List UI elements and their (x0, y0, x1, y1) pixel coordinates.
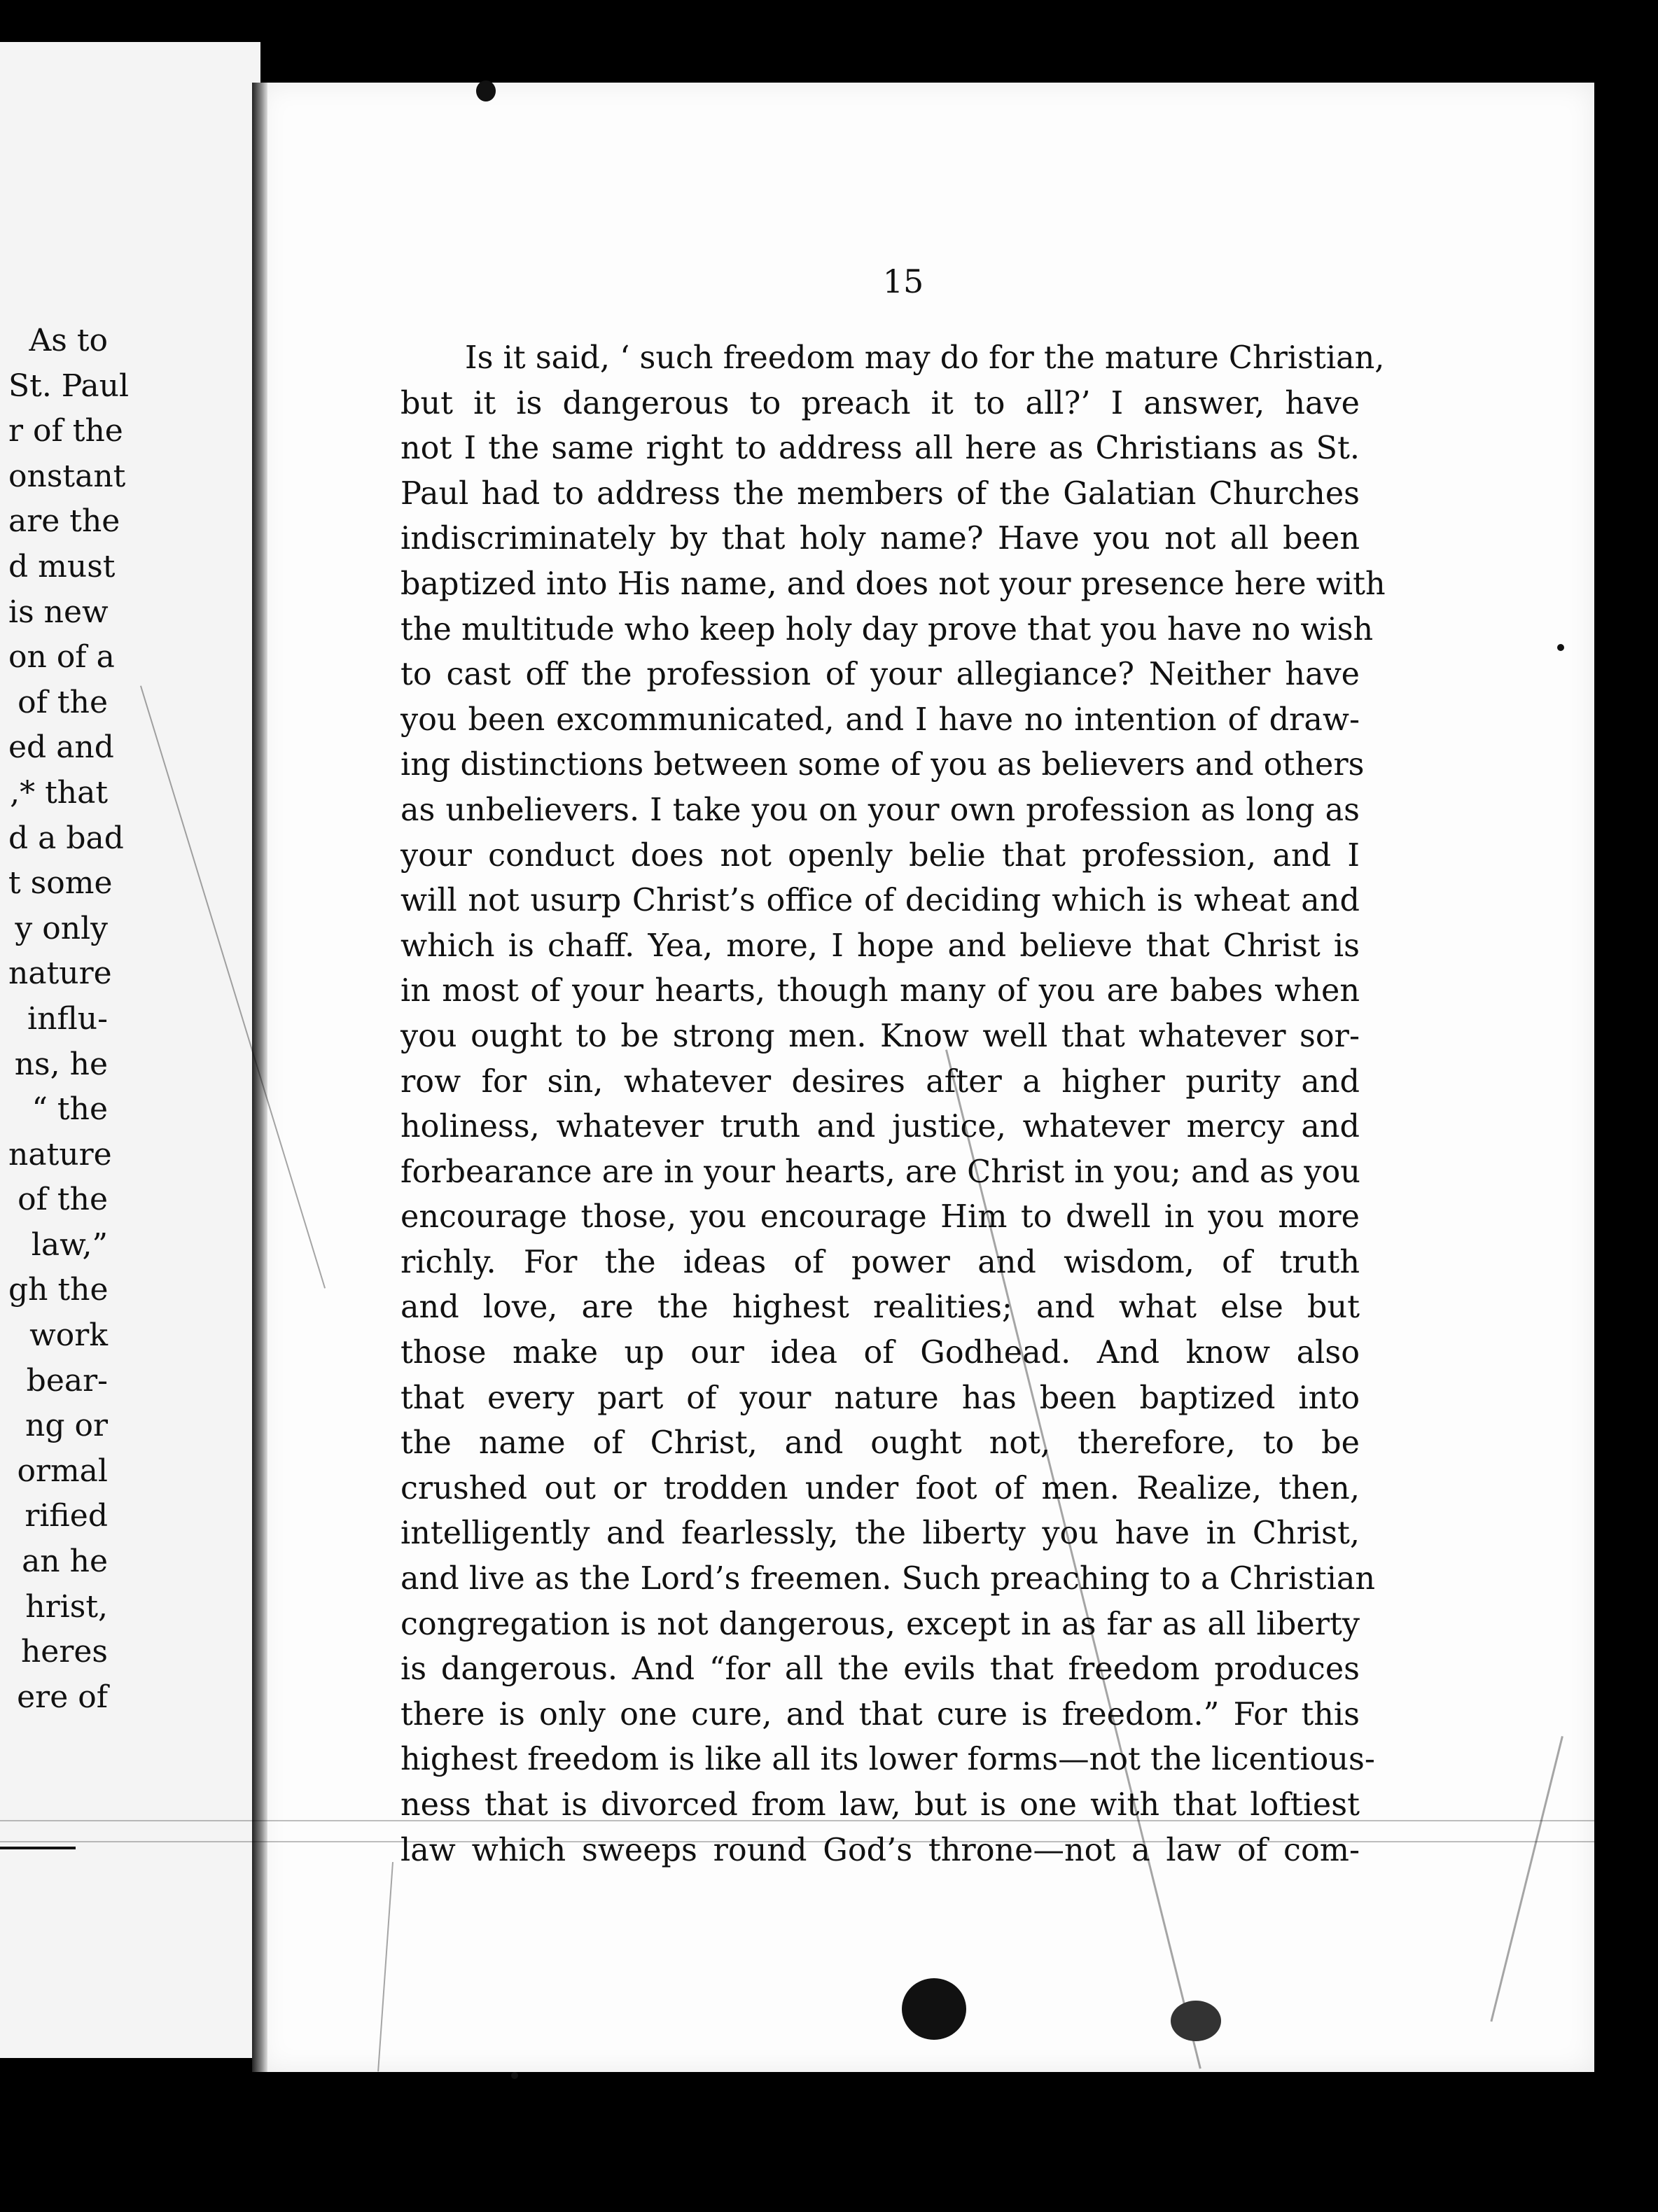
left-text-line: St. Paul (8, 368, 130, 404)
ink-blot (902, 1978, 966, 2040)
text-line: the name of Christ, and ought not, therefore, to be (400, 1425, 1360, 1462)
left-text-line: of the (18, 1182, 108, 1218)
left-text-line: law,” (31, 1226, 108, 1263)
left-text-line: heres (20, 1634, 108, 1670)
text-line: in most of your hearts, though many of you are babes when (400, 973, 1360, 1009)
ink-speck (511, 2072, 518, 2079)
text-line: which is chaff. Yea, more, I hope and believe that Christ is (400, 927, 1360, 964)
ink-blot (476, 80, 496, 102)
text-line: indiscriminately by that holy name? Have you not all been (400, 521, 1360, 557)
text-line: and love, are the highest realities; and what else but (400, 1289, 1360, 1326)
text-line: there is only one cure, and that cure is freedom.” For this (400, 1696, 1360, 1732)
page-number: 15 (882, 262, 924, 300)
text-line: is dangerous. And “for all the evils that freedom produces (400, 1651, 1360, 1688)
text-line: congregation is not dangerous, except in as far as all liberty (400, 1606, 1360, 1642)
left-text-line: work (29, 1317, 108, 1354)
text-line: but it is dangerous to preach it to all?’ I answer, have (400, 385, 1360, 421)
left-text-line: r of the (8, 413, 123, 449)
left-text-line: ,* that (10, 774, 108, 811)
left-text-line: bear- (26, 1362, 108, 1399)
footnote-rule (0, 1847, 76, 1849)
left-text-line: nature (8, 1136, 112, 1172)
left-text-line: y only (15, 910, 108, 946)
text-line: Is it said, ‘ such freedom may do for the mature Christian, (465, 340, 1385, 376)
text-line: as unbelievers. I take you on your own profession as long as (400, 792, 1360, 828)
text-line: not I the same right to address all here as Christians as St. (400, 430, 1360, 467)
left-text-line: ormal (17, 1452, 108, 1489)
left-text-line: hrist, (25, 1588, 108, 1625)
left-text-line: ng or (25, 1408, 108, 1444)
left-text-line: d a bad (8, 820, 124, 856)
left-text-line: are the (8, 503, 120, 540)
text-line: holiness, whatever truth and justice, whatever mercy and (400, 1109, 1360, 1145)
left-text-line: t some (8, 865, 113, 902)
body-text (400, 336, 1386, 1873)
ink-speck (1557, 644, 1564, 651)
left-facing-page (0, 42, 260, 2058)
left-text-line: is new (8, 594, 109, 630)
left-text-line: ns, he (14, 1046, 108, 1082)
left-text-line: ed and (8, 729, 114, 766)
text-line: ing distinctions between some of you as believers and others (400, 747, 1365, 783)
left-text-line: As to (29, 323, 108, 358)
text-line: to cast off the profession of your allegiance? Neither have (400, 657, 1360, 693)
text-line: you ought to be strong men. Know well that whatever sor- (400, 1018, 1360, 1054)
left-text-line: onstant (8, 458, 126, 494)
left-text-line: nature (8, 955, 112, 992)
text-line: law which sweeps round God’s throne—not a law of com- (400, 1832, 1360, 1868)
scan-line (0, 1841, 1658, 1842)
scan-line (0, 1820, 1658, 1821)
text-line: row for sin, whatever desires after a higher purity and (400, 1063, 1360, 1100)
left-text-line: rified (25, 1498, 108, 1534)
left-text-line: on of a (8, 639, 115, 676)
text-line: the multitude who keep holy day prove that you have no wish (400, 611, 1374, 648)
ink-blot (1171, 2001, 1221, 2041)
text-line: ness that is divorced from law, but is one with that loftiest (400, 1787, 1360, 1823)
text-line: will not usurp Christ’s office of deciding which is wheat and (400, 883, 1360, 919)
left-text-line: gh the (8, 1272, 109, 1308)
text-line: forbearance are in your hearts, are Christ in you; and as you (400, 1154, 1360, 1190)
left-text-line: of the (18, 684, 108, 720)
text-line: you been excommunicated, and I have no intention of draw- (400, 701, 1360, 738)
left-text-line: influ- (27, 1000, 108, 1037)
left-text-line: d must (8, 548, 116, 584)
left-page-text (8, 318, 260, 1720)
text-line: richly. For the ideas of power and wisdom, of truth (400, 1244, 1360, 1280)
text-line: and live as the Lord’s freemen. Such preaching to a Christian (400, 1561, 1376, 1597)
text-line: baptized into His name, and does not your presence here with (400, 566, 1386, 602)
text-line: that every part of your nature has been baptized into (400, 1380, 1360, 1416)
left-text-line: “ the (32, 1091, 108, 1128)
text-line: crushed out or trodden under foot of men. Realize, then, (400, 1470, 1360, 1506)
text-line: those make up our idea of Godhead. And know also (400, 1335, 1360, 1371)
left-text-line: ere of (17, 1679, 108, 1715)
text-line: your conduct does not openly belie that profession, and I (400, 837, 1360, 874)
left-text-line: an he (22, 1544, 108, 1580)
text-line: encourage those, you encourage Him to dwell in you more (400, 1199, 1360, 1236)
text-line: intelligently and fearlessly, the liberty you have in Christ, (400, 1516, 1360, 1552)
text-line: Paul had to address the members of the Galatian Churches (400, 475, 1360, 512)
text-line: highest freedom is like all its lower forms—not the licentious- (400, 1742, 1375, 1778)
